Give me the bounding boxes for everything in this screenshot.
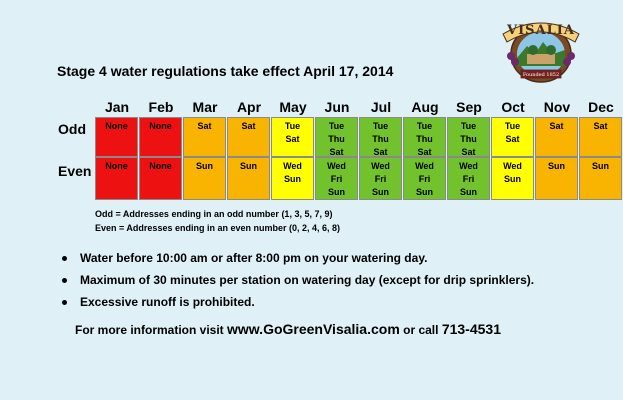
cell-day: Tue [328,121,345,131]
month-header-mar: Mar [192,99,218,115]
cell-day: Sun [196,161,213,171]
cell-day: Sat [505,134,520,144]
cell-day: Wed [415,161,434,171]
page-title: Stage 4 water regulations take effect April 17, 2014 [57,63,394,79]
cell-day: Sat [417,147,432,157]
cell-even-dec [579,157,622,200]
rule-watering-hours: Water before 10:00 am or after 8:00 pm on your watering day. [60,250,534,272]
cell-day: Thu [416,134,433,144]
rule-max-minutes: Maximum of 30 minutes per station on watering day (except for drip sprinklers). [60,272,534,294]
month-header-feb: Feb [148,99,174,115]
cell-day: Wed [503,161,522,171]
cell-odd-nov [535,117,578,157]
cell-even-nov [535,157,578,200]
cell-day: Sat [329,147,344,157]
legend-odd: Odd = Addresses ending in an odd number (1, 3, 5, 7, 9) [95,209,333,219]
cell-odd-may [271,117,314,157]
cell-day: Sat [285,134,300,144]
month-header-jan: Jan [104,99,130,115]
cell-day: None [105,161,128,171]
cell-day: Wed [371,161,390,171]
cell-odd-aug [403,117,446,157]
cell-day: Sun [548,161,565,171]
cell-day: None [105,121,128,131]
cell-day: Sat [373,147,388,157]
footer-phone: 713-4531 [441,321,501,337]
cell-even-apr [227,157,270,200]
footer-prefix: For more information visit [75,323,224,337]
cell-odd-apr [227,117,270,157]
footer-info [75,321,501,337]
city-seal-logo [497,10,585,90]
cell-day: None [149,161,172,171]
cell-day: Sun [372,187,389,197]
footer-middle: or call [403,323,439,337]
cell-even-feb [139,157,182,200]
cell-even-jul [359,157,402,200]
cell-even-oct [491,157,534,200]
cell-even-mar [183,157,226,200]
month-header-apr: Apr [236,99,262,115]
month-header-nov: Nov [543,99,571,115]
cell-day: Fri [374,174,387,184]
cell-odd-sep [447,117,490,157]
cell-day: Sun [284,174,301,184]
month-header-aug: Aug [411,99,439,115]
cell-day: Wed [459,161,478,171]
cell-day: Tue [372,121,389,131]
seal-graphic [497,10,585,90]
month-header-oct: Oct [501,99,525,115]
cell-odd-feb [139,117,182,157]
seal-city-name: VISALIA [507,23,575,38]
cell-day: Sun [416,187,433,197]
cell-day: Sun [592,161,609,171]
cell-day: None [149,121,172,131]
cell-day: Sun [240,161,257,171]
cell-day: Sat [197,121,212,131]
footer-website-link[interactable]: www.GoGreenVisalia.com [227,321,400,337]
cell-day: Sun [504,174,521,184]
cell-day: Thu [460,134,477,144]
cell-even-jan [95,157,138,200]
cell-day: Sat [593,121,608,131]
cell-day: Wed [283,161,302,171]
cell-day: Fri [418,174,431,184]
month-header-sep: Sep [456,99,482,115]
legend-even: Even = Addresses ending in an even number (0, 2, 4, 6, 8) [95,223,340,233]
month-header-may: May [279,99,307,115]
cell-day: Sat [461,147,476,157]
cell-odd-dec [579,117,622,157]
cell-day: Fri [330,174,343,184]
cell-even-sep [447,157,490,200]
cell-odd-mar [183,117,226,157]
cell-day: Thu [328,134,345,144]
cell-odd-oct [491,117,534,157]
seal-founded-text: Founded 1852 [522,72,560,78]
row-label-odd: Odd [58,121,86,137]
cell-day: Sun [460,187,477,197]
month-header-jul: Jul [370,99,392,115]
month-header-jun: Jun [324,99,350,115]
cell-day: Fri [462,174,475,184]
rules-list [60,250,534,316]
cell-day: Wed [327,161,346,171]
cell-even-jun [315,157,358,200]
cell-odd-jun [315,117,358,157]
cell-even-may [271,157,314,200]
cell-day: Tue [284,121,301,131]
cell-odd-jul [359,117,402,157]
cell-odd-jan [95,117,138,157]
cell-day: Tue [460,121,477,131]
cell-day: Thu [372,134,389,144]
cell-day: Sat [549,121,564,131]
rule-runoff: Excessive runoff is prohibited. [60,294,534,316]
cell-day: Tue [504,121,521,131]
row-label-even: Even [58,163,92,179]
cell-even-aug [403,157,446,200]
cell-day: Sat [241,121,256,131]
cell-day: Tue [416,121,433,131]
month-header-dec: Dec [588,99,614,115]
cell-day: Sun [328,187,345,197]
